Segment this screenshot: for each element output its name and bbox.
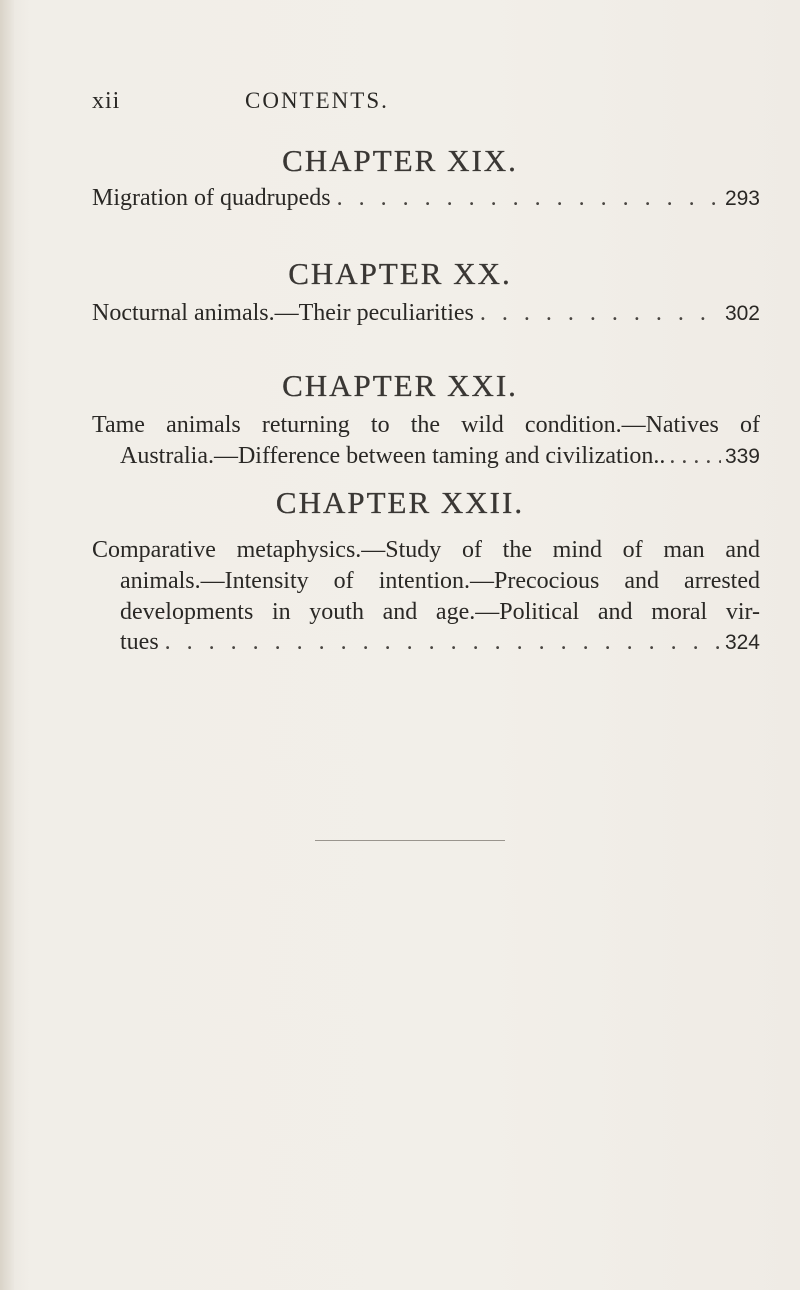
chapter-heading: CHAPTER XIX. [282,143,518,178]
dot-leader [165,627,719,657]
dot-leader [337,183,719,213]
entry-text: Australia.—Difference between taming and civilization.. [120,443,666,469]
page-number: xii [92,88,121,114]
chapter-heading: CHAPTER XX. [288,256,512,291]
dot-leader [480,298,719,328]
toc-entry-line[interactable]: Comparative metaphysics.—Study of the mind of man and [92,537,760,563]
toc-entry-line[interactable]: Tame animals returning to the wild condition.—Natives of [92,412,760,438]
dot-leader [669,441,721,471]
entry-page-number: 293 [724,187,760,210]
entry-text: Migration of quadrupeds [92,185,331,211]
entry-text: Nocturnal animals.—Their peculiarities [92,300,474,326]
toc-entry[interactable] [92,298,760,329]
entry-page-number: 302 [724,302,760,325]
entry-page-number: 324 [724,631,760,654]
toc-entry[interactable] [92,183,760,214]
toc-entry[interactable] [120,441,760,472]
page-edge [0,0,14,1290]
closing-rule [315,840,505,841]
toc-entry-line[interactable]: animals.—Intensity of intention.—Precocious and arrested [120,568,760,594]
chapter-heading: CHAPTER XXI. [282,368,518,403]
entry-page-number: 339 [724,445,760,468]
chapter-heading: CHAPTER XXII. [275,485,525,520]
toc-entry-line[interactable]: developments in youth and age.—Political and moral vir- [120,599,760,625]
entry-text: tues [120,629,159,655]
running-head [0,88,800,118]
running-title: CONTENTS. [245,88,389,113]
toc-entry[interactable] [120,627,760,658]
